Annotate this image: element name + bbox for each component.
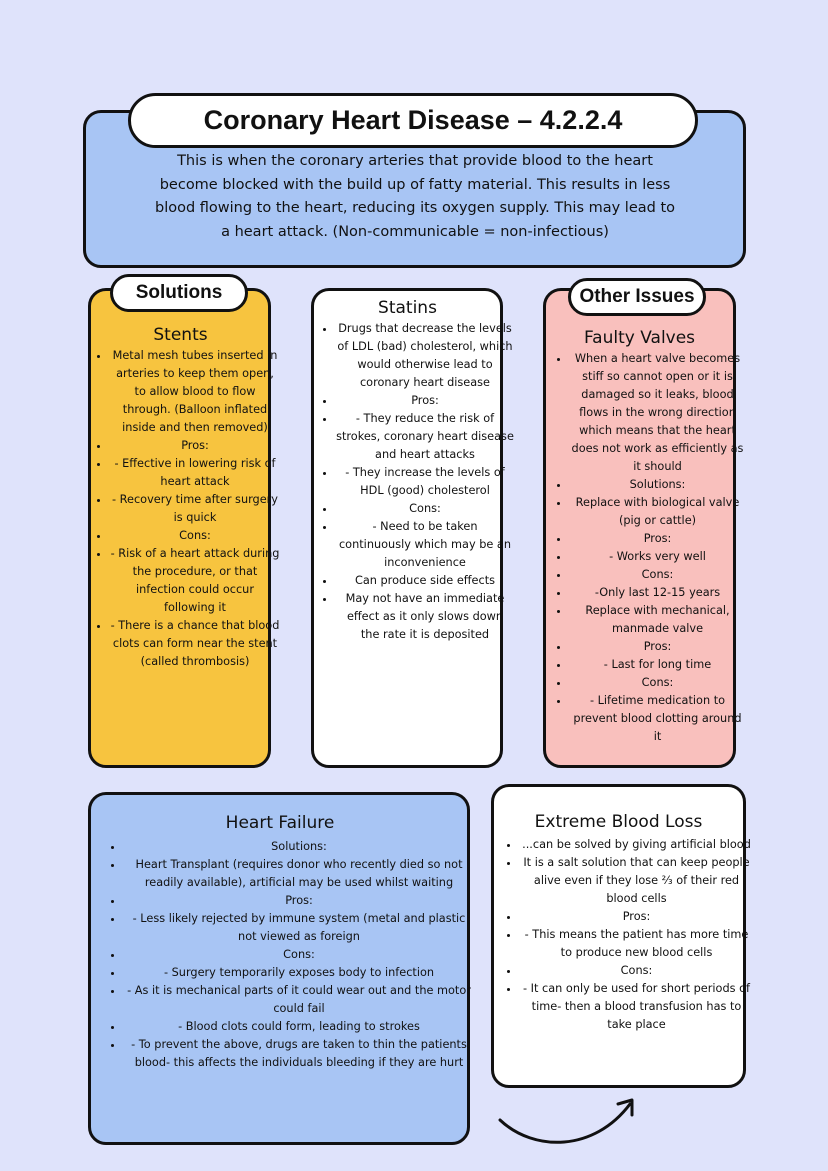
list-item: • - As it is mechanical parts of it could wear out and the motor could fail [124, 982, 474, 1018]
list-item: • Cons: [570, 566, 745, 584]
list-item: • - To prevent the above, drugs are taken to thin the patients blood- this affects the individuals bleeding if they are hurt [124, 1036, 474, 1072]
list-item: • Solutions: [570, 476, 745, 494]
faulty-valves-heading: Faulty Valves [583, 328, 696, 348]
list-item: • Replace with mechanical, manmade valve [570, 602, 745, 638]
list-item: • - Effective in lowering risk of heart attack [110, 455, 280, 491]
list-item: • Cons: [336, 500, 514, 518]
blood-loss-list [506, 836, 753, 1034]
faulty-valves-list [556, 350, 745, 746]
list-item: • Heart Transplant (requires donor who recently died so not readily available), artificial may be used whilst waiting [124, 856, 474, 892]
list-item: • - Lifetime medication to prevent blood clotting around it [570, 692, 745, 746]
list-item: • Pros: [520, 908, 753, 926]
list-item: • Cons: [124, 946, 474, 964]
list-item: • - They increase the levels of HDL (good) cholesterol [336, 464, 514, 500]
list-item: • - Need to be taken continuously which may be an inconvenience [336, 518, 514, 572]
heart-failure-list [110, 838, 474, 1072]
list-item: • Solutions: [124, 838, 474, 856]
list-item: • Cons: [520, 962, 753, 980]
list-item: • - There is a chance that blood clots can form near the stent (called thrombosis) [110, 617, 280, 671]
list-item: • -Only last 12-15 years [570, 584, 745, 602]
list-item: • Pros: [570, 638, 745, 656]
list-item: • - Last for long time [570, 656, 745, 674]
list-item: • - Recovery time after surgery is quick [110, 491, 280, 527]
list-item: • When a heart valve becomes stiff so cannot open or it is damaged so it leaks, blood flows in the wrong direction which means that the heart does not work as efficiently as it should [570, 350, 745, 476]
list-item: • May not have an immediate effect as it only slows down the rate it is deposited [336, 590, 514, 644]
list-item: • - Blood clots could form, leading to strokes [124, 1018, 474, 1036]
list-item: • Cons: [570, 674, 745, 692]
solutions-label: Solutions [110, 274, 248, 312]
list-item: • Pros: [124, 892, 474, 910]
other-issues-label: Other Issues [568, 278, 706, 316]
list-item: • - Risk of a heart attack during the procedure, or that infection could occur following it [110, 545, 280, 617]
list-item: • - They reduce the risk of strokes, coronary heart disease and heart attacks [336, 410, 514, 464]
blood-loss-heading: Extreme Blood Loss [534, 812, 703, 832]
statins-heading: Statins [378, 298, 437, 318]
list-item: • - Less likely rejected by immune system (metal and plastic not viewed as foreign [124, 910, 474, 946]
list-item: • - Surgery temporarily exposes body to infection [124, 964, 474, 982]
list-item: • ...can be solved by giving artificial blood [520, 836, 753, 854]
list-item: • Replace with biological valve (pig or cattle) [570, 494, 745, 530]
heart-failure-heading: Heart Failure [225, 813, 335, 833]
list-item: • Drugs that decrease the levels of LDL (bad) cholesterol, which would otherwise lead to coronary heart disease [336, 320, 514, 392]
intro-text: This is when the coronary arteries that provide blood to the heart become blocked with the build up of fatty material. This results in less blood flowing to the heart, reducing its oxygen supply. This may lead to a heart attack. (Non-communicable = non-infectious) [154, 153, 676, 240]
list-item: • Pros: [336, 392, 514, 410]
list-item: • - This means the patient has more time to produce new blood cells [520, 926, 753, 962]
curved-arrow-icon [494, 1090, 644, 1150]
page-title: Coronary Heart Disease – 4.2.2.4 [128, 93, 698, 148]
list-item: • - Works very well [570, 548, 745, 566]
list-item: • It is a salt solution that can keep people alive even if they lose ⅔ of their red blood cells [520, 854, 753, 908]
list-item: • Can produce side effects [336, 572, 514, 590]
list-item: • Pros: [570, 530, 745, 548]
list-item: • Cons: [110, 527, 280, 545]
list-item: • - It can only be used for short periods of time- then a blood transfusion has to take place [520, 980, 753, 1034]
statins-list [322, 320, 514, 644]
list-item: • Pros: [110, 437, 280, 455]
stents-heading: Stents [153, 325, 208, 345]
list-item: • Metal mesh tubes inserted in arteries to keep them open, to allow blood to flow through. (Balloon inflated inside and then removed) [110, 347, 280, 437]
stents-list [96, 347, 280, 671]
